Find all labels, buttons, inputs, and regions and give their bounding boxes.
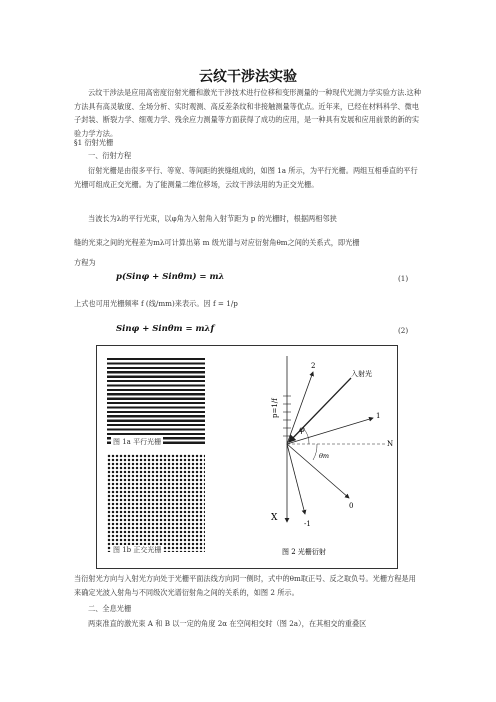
label-pf: p=1/f bbox=[271, 398, 279, 418]
order-2-label: 2 bbox=[311, 362, 316, 370]
figure-1a-caption: 图 1a 平行光栅 bbox=[113, 438, 162, 446]
subsection-heading: 一、衍射方程 bbox=[88, 151, 132, 160]
paragraph-line: 方程为 bbox=[74, 258, 96, 267]
diffraction-diagram bbox=[247, 346, 397, 568]
orthogonal-grating-image bbox=[107, 454, 205, 552]
figure-1b-caption: 图 1b 正交光栅 bbox=[113, 546, 162, 554]
paragraph-line: 缝的光束之间的光程差为mλ可计算出第 m 级光谱与对应衍射角θm之间的关系式，即光栅 bbox=[74, 238, 360, 247]
normal-label: N bbox=[387, 440, 394, 448]
parallel-grating-image bbox=[107, 358, 205, 444]
figure-2-caption: 图 2 光栅衍射 bbox=[282, 548, 326, 556]
figure-frame bbox=[96, 345, 398, 569]
equation-1: p(Sinφ + Sinθm) = mλ bbox=[116, 272, 225, 282]
order-0-label: 0 bbox=[349, 502, 354, 510]
equation-number: (2) bbox=[398, 326, 409, 335]
paragraph-line: 当波长为λ的平行光束，以φ角为入射角入射节距为 p 的光栅时，根据两相邻狭 bbox=[88, 214, 337, 223]
theta-angle-arc bbox=[313, 444, 317, 460]
equation-2: Sinφ + Sinθm = mλf bbox=[116, 324, 215, 334]
page-title: 云纹干涉法实验 bbox=[199, 69, 297, 85]
phi-symbol: φ bbox=[299, 425, 305, 434]
order-minus1-label: -1 bbox=[304, 520, 311, 528]
subsection-heading: 二、全息光栅 bbox=[88, 604, 132, 613]
intro-paragraph: 云纹干涉法是应用高密度衍射光栅和激光干涉技术进行位移和变形测量的一种现代光测力学实验方法.这种方法具有高灵敏度、全场分析、实时观测、高反差条纹和非接触测量等优点。近年来，已经在材料科学、微电子封装、断裂力学、细观力学、残余应力测量等方面获得了成功的应用，是一种具有发展和应用前景的新的实验力学方法。 bbox=[74, 88, 421, 138]
order-minus1-ray bbox=[287, 444, 305, 514]
order-1-label: 1 bbox=[376, 412, 381, 420]
axis-x-label: X bbox=[271, 513, 278, 523]
equation-number: (1) bbox=[398, 274, 409, 283]
paragraph: 两束准直的激光束 A 和 B 以一定的角度 2α 在空间相交时（图 2a），在其相交的重叠区 bbox=[88, 619, 367, 628]
paragraph-line: 上式也可用光栅频率 f (线/mm)来表示。因 f = 1/p bbox=[74, 299, 238, 308]
section-heading: §1 衍射光栅 bbox=[74, 138, 114, 147]
paragraph: 当衍射光方向与入射光方向处于光栅平面法线方向同一侧时，式中的θm取正号、反之取负号。光栅方程是用来确定光波入射角与不同级次光谱衍射角之间的关系的，如图 2 所示。 bbox=[74, 574, 416, 597]
paragraph: 衍射光栅是由很多平行、等宽、等间距的狭缝组成的，如图 1a 所示，为平行光栅。两组互相垂直的平行光栅可组成正交光栅。为了能测量二维位移场，云纹干涉法用的为正交光栅。 bbox=[74, 166, 418, 189]
incident-label: 入射光 bbox=[351, 370, 372, 378]
order-0-ray bbox=[287, 444, 349, 498]
theta-symbol: θm bbox=[319, 452, 330, 460]
